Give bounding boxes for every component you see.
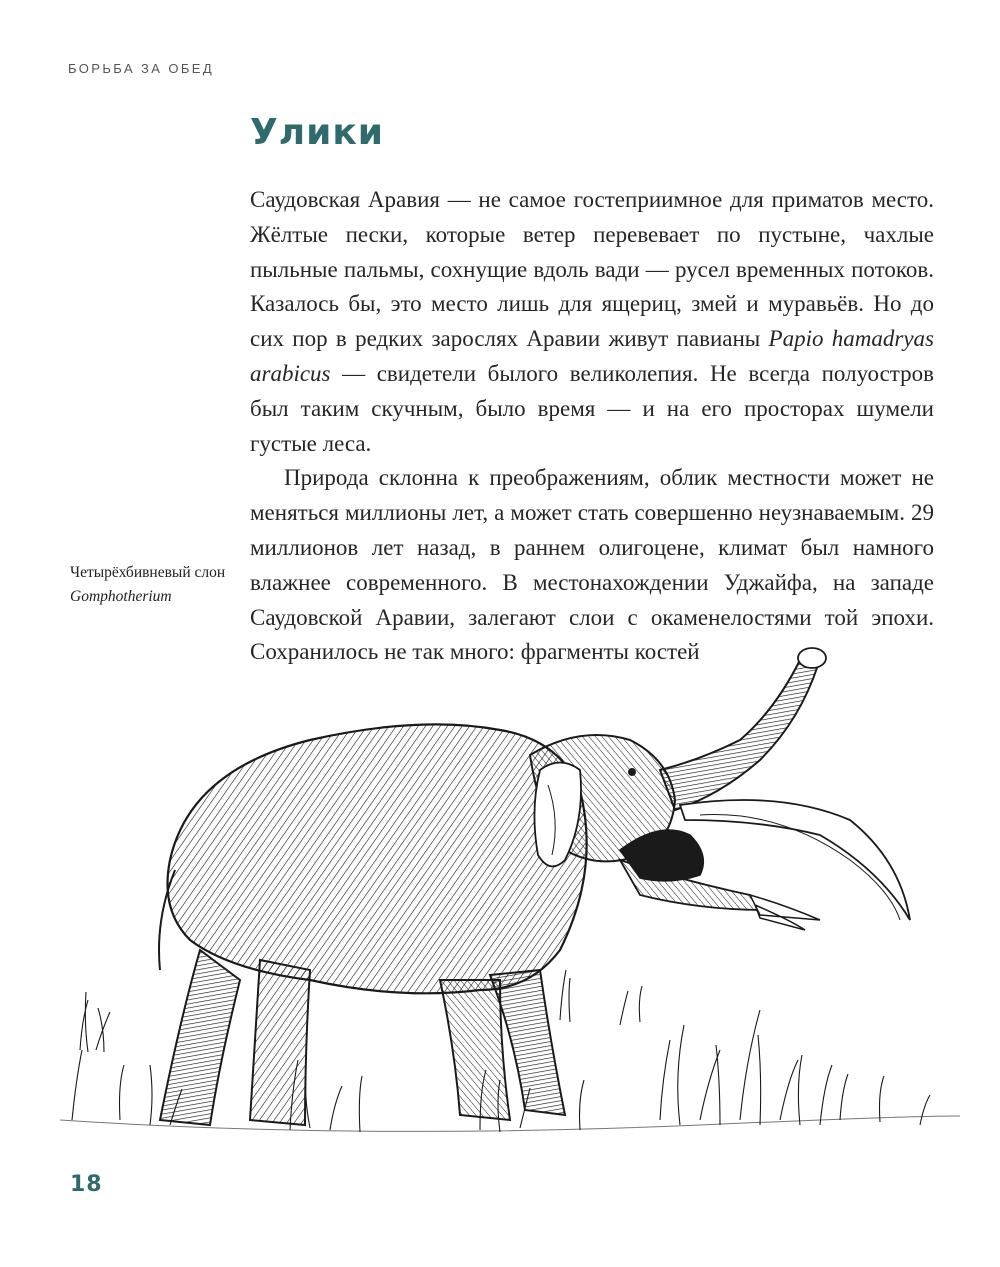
gomphotherium-illustration: [60, 620, 960, 1140]
section-title: Улики: [250, 112, 385, 153]
elephant-body: [168, 724, 587, 993]
page-number: 18: [70, 1172, 103, 1197]
elephant-eye: [628, 768, 636, 776]
paragraph-2: Природа склонна к преображениям, облик местности может не меняться миллионы лет, а может стать совершенно неузнаваемым. 29 миллионов лет назад, в раннем олигоцене, климат был намного влажнее современного. В местонахождении Уджайфа, на западе Саудовской Аравии, залегают слои с окаменелостями той эпохи. Сохранилось не так много: фрагменты костей: [250, 465, 934, 665]
caption-common-name: Четырёхбивневый слон: [70, 564, 226, 581]
lower-tusks: [750, 895, 820, 930]
paragraph-1: [250, 183, 934, 461]
paragraph-1-text-start: Саудовская Аравия — не самое гостеприимное для приматов место. Жёлтые пески, которые ветер перевевает по пустыне, чахлые пыльные пальмы, сохнущие вдоль вади — русел временных потоков. Казалось бы, это место лишь для ящериц, змей и муравьёв. Но до сих пор в редких зарослях Аравии живут павианы: [250, 187, 934, 352]
body-text: [250, 183, 934, 670]
caption-latin-name: Gomphotherium: [70, 588, 172, 605]
baboon-latin-name: Papio hamadryas arabicus: [250, 326, 934, 386]
trunk-tip: [798, 648, 826, 668]
figure-caption: [70, 561, 240, 609]
running-head: БОРЬБА ЗА ОБЕД: [68, 61, 215, 76]
paragraph-1-text-end: — свидетели былого великолепия. Не всегда полуостров был таким скучным, было время — и на его просторах шумели густые леса.: [250, 360, 934, 456]
elephant-trunk: [660, 660, 818, 810]
